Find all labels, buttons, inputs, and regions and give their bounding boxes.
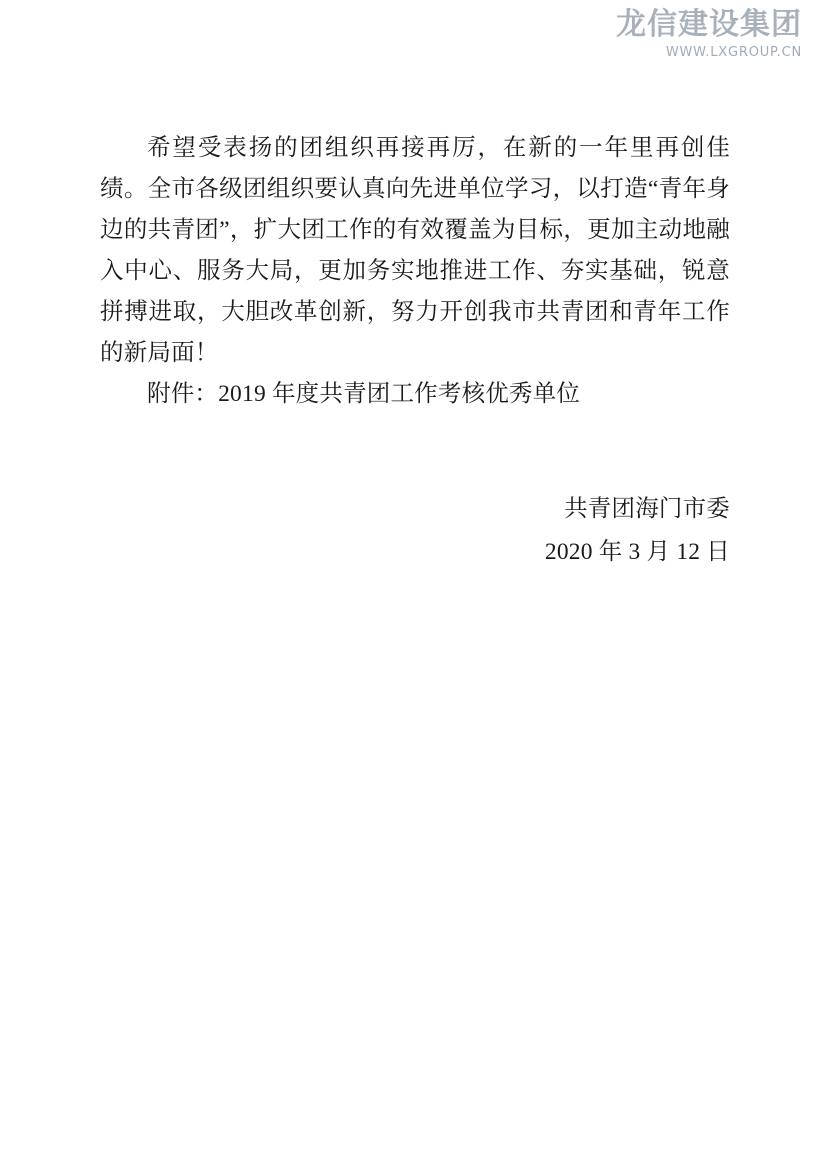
attachment-line: 附件：2019 年度共青团工作考核优秀单位 [147,381,581,407]
signature-date: 2020 年 3 月 12 日 [544,539,730,565]
document-body [100,128,730,415]
watermark [616,8,802,60]
watermark-url-text: WWW.LXGROUP.CN [665,44,802,60]
signature-organization: 共青团海门市委 [564,496,730,522]
signature-block [430,488,730,574]
watermark-logo-text: 龙信建设集团 [616,7,802,42]
body-paragraph: 希望受表扬的团组织再接再厉，在新的一年里再创佳绩。全市各级团组织要认真向先进单位学习，以打造“青年身边的共青团”，扩大团工作的有效覆盖为目标，更加主动地融入中心、服务大局，更加务实地推进工作、夯实基础，锐意拼搏进取，大胆改革创新，努力开创我市共青团和青年工作的新局面！ [100,135,730,366]
